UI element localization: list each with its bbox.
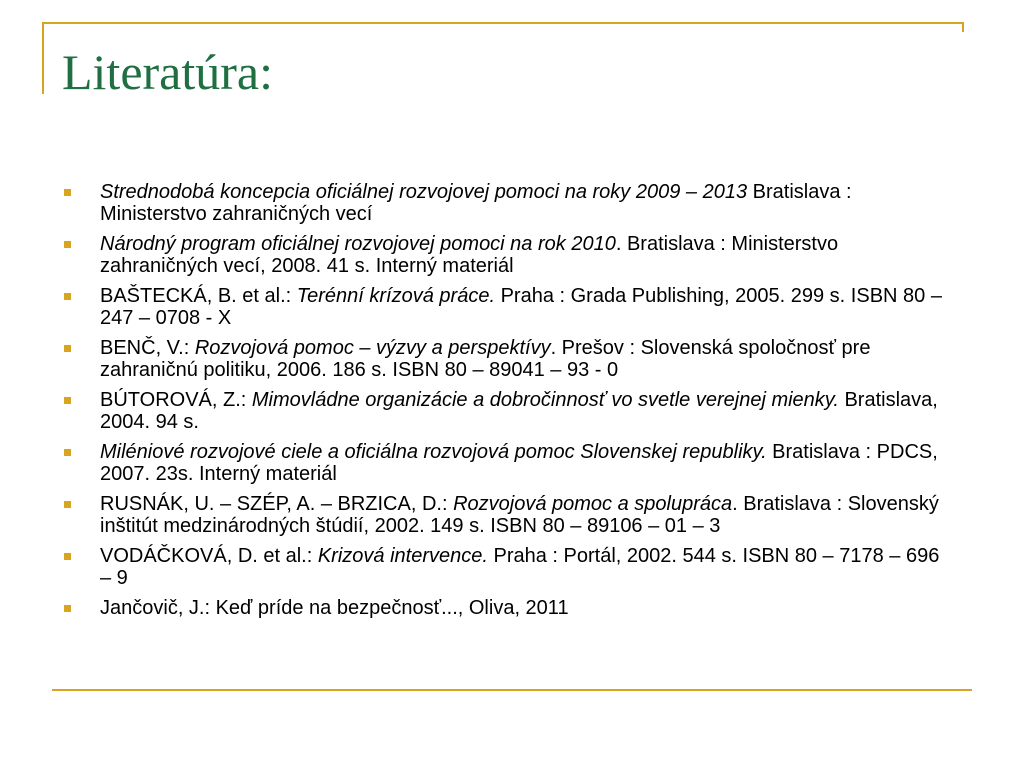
square-bullet-icon <box>64 397 71 404</box>
square-bullet-icon <box>64 345 71 352</box>
reference-publication: . Prešov : Slovenská spoločnosť pre zahraničnú politiku, 2006. 186 s. ISBN 80 – 89041 – 93 - 0 <box>100 337 871 381</box>
reference-publication: . Bratislava : Ministerstvo zahraničných vecí, 2008. 41 s. Interný materiál <box>100 233 839 277</box>
reference-publication: Praha : Grada Publishing, 2005. 299 s. ISBN 80 – 247 – 0708 - X <box>100 285 942 329</box>
reference-work-title: Rozvojová pomoc a spolupráca <box>453 493 733 515</box>
reference-text <box>100 493 939 537</box>
reference-text <box>100 233 838 277</box>
reference-work-title: Miléniové rozvojové ciele a oficiálna rozvojová pomoc Slovenskej republiky. <box>100 441 767 463</box>
reference-text <box>100 389 938 433</box>
reference-work-title: Terénní krízová práce. <box>296 285 496 307</box>
reference-work-title: Strednodobá koncepcia oficiálnej rozvojovej pomoci na roky 2009 – 2013 <box>100 181 748 203</box>
reference-publication: . Bratislava : Slovenský inštitút medzinárodných štúdií, 2002. 149 s. ISBN 80 – 89106 – 01 – 3 <box>100 493 939 537</box>
frame-top-line <box>42 22 964 24</box>
frame-bottom-line <box>52 689 972 691</box>
reference-text <box>100 337 870 381</box>
reference-text <box>100 597 569 619</box>
slide-title: Literatúra: <box>62 44 273 100</box>
reference-publication: Bratislava, 2004. 94 s. <box>100 389 938 433</box>
reference-author: BÚTOROVÁ, Z.: <box>100 389 252 411</box>
square-bullet-icon <box>64 241 71 248</box>
reference-work-title: Rozvojová pomoc – výzvy a perspektívy <box>194 337 551 359</box>
reference-work-title: Národný program oficiálnej rozvojovej pomoci na rok 2010 <box>100 233 616 255</box>
reference-work-title: Krizová intervence. <box>317 545 488 567</box>
square-bullet-icon <box>64 293 71 300</box>
square-bullet-icon <box>64 189 71 196</box>
reference-text <box>100 545 939 589</box>
reference-author: Jančovič, J.: Keď príde na bezpečnosť..., Oliva, 2011 <box>100 597 569 619</box>
reference-author: BENČ, V.: <box>100 337 195 359</box>
reference-item <box>62 545 942 589</box>
square-bullet-icon <box>64 605 71 612</box>
reference-item <box>62 389 942 433</box>
frame-left-line <box>42 22 44 94</box>
reference-author: BAŠTECKÁ, B. et al.: <box>100 285 297 307</box>
reference-publication: Praha : Portál, 2002. 544 s. ISBN 80 – 7178 – 696 – 9 <box>100 545 940 589</box>
reference-work-title: Mimovládne organizácie a dobročinnosť vo svetle verejnej mienky. <box>251 389 839 411</box>
reference-item <box>62 493 942 537</box>
reference-item <box>62 441 942 485</box>
reference-item <box>62 233 942 277</box>
reference-text <box>100 441 938 485</box>
reference-item <box>62 181 942 225</box>
square-bullet-icon <box>64 501 71 508</box>
frame-right-tick <box>962 22 964 32</box>
reference-text <box>100 181 852 225</box>
reference-text <box>100 285 942 329</box>
reference-item <box>62 597 942 619</box>
reference-author: RUSNÁK, U. – SZÉP, A. – BRZICA, D.: <box>100 493 454 515</box>
reference-publication: Bratislava : Ministerstvo zahraničných vecí <box>100 181 852 225</box>
square-bullet-icon <box>64 449 71 456</box>
reference-list <box>62 181 942 627</box>
reference-publication: Bratislava : PDCS, 2007. 23s. Interný materiál <box>100 441 938 485</box>
reference-author: VODÁČKOVÁ, D. et al.: <box>100 545 318 567</box>
square-bullet-icon <box>64 553 71 560</box>
reference-item <box>62 337 942 381</box>
reference-item <box>62 285 942 329</box>
